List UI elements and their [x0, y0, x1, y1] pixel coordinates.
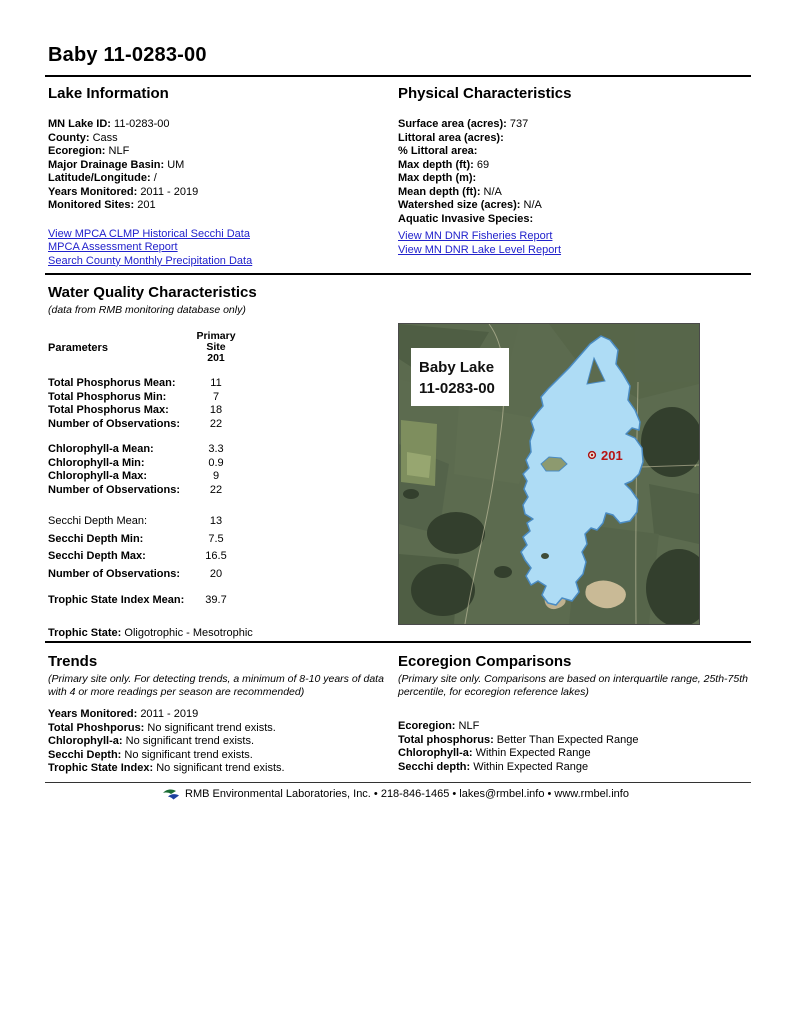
field-pct-littoral: % Littoral area: [398, 145, 478, 157]
table-row: Chlorophyll-a Mean: 3.3 [48, 443, 224, 455]
field-eco-chlorophyll: Chlorophyll-a: Within Expected Range [398, 747, 591, 759]
page-title: Baby 11-0283-00 [48, 44, 207, 66]
field-mean-depth: Mean depth (ft): N/A [398, 185, 502, 198]
trends-note: (Primary site only. For detecting trends, a minimum of 8-10 years of data with 4 or more readings per season are recommended) [48, 673, 384, 698]
ecoregion-note: (Primary site only. Comparisons are based on interquartile range, 25th-75th percentile, for ecoregion reference lakes) [398, 673, 748, 698]
field-max-depth-m: Max depth (m): [398, 172, 477, 184]
trophic-state-index-row [48, 594, 393, 608]
physical-characteristics-section [398, 85, 751, 257]
link-dnr-lake-level[interactable]: View MN DNR Lake Level Report [398, 243, 562, 256]
physical-characteristics-heading: Physical Characteristics [398, 85, 572, 102]
phosphorus-group [48, 377, 393, 431]
ecoregion-heading: Ecoregion Comparisons [398, 653, 572, 670]
field-years-monitored: Years Monitored: 2011 - 2019 [48, 185, 199, 198]
link-mpca-clmp-secchi[interactable]: View MPCA CLMP Historical Secchi Data [48, 227, 250, 240]
field-eco-ecoregion: Ecoregion: NLF [398, 720, 480, 732]
link-dnr-fisheries[interactable]: View MN DNR Fisheries Report [398, 230, 553, 242]
table-row: Number of Observations: 22 [48, 483, 223, 496]
section-divider-1 [45, 273, 751, 275]
table-row: Secchi Depth Max: 16.5 [48, 550, 227, 562]
lake-information-heading: Lake Information [48, 85, 169, 102]
column-primary-site: Primary Site 201 [196, 330, 236, 364]
field-watershed-size: Watershed size (acres): N/A [398, 199, 542, 211]
table-row: Chlorophyll-a Max: 9 [48, 470, 220, 482]
field-trend-secchi: Secchi Depth: No significant trend exists. [48, 748, 253, 761]
table-row: Trophic State Index Mean: 39.7 [48, 594, 227, 606]
field-county: County: Cass [48, 131, 118, 144]
table-row: Secchi Depth Mean: 13 [48, 515, 223, 527]
physical-characteristics-fields [398, 118, 751, 226]
physical-characteristics-links [398, 230, 751, 257]
field-max-depth-ft: Max depth (ft): 69 [398, 158, 490, 171]
table-row: Number of Observations: 20 [48, 567, 223, 580]
field-trend-chlorophyll: Chlorophyll-a: No significant trend exists. [48, 735, 255, 747]
column-parameters: Parameters [48, 341, 108, 354]
field-eco-secchi: Secchi depth: Within Expected Range [398, 760, 589, 773]
field-ecoregion: Ecoregion: NLF [48, 145, 130, 157]
water-quality-section [48, 284, 393, 639]
lake-map-image [399, 324, 699, 624]
lake-islet [541, 553, 549, 559]
field-littoral-area: Littoral area (acres): [398, 131, 504, 144]
table-row: Number of Observations: 22 [48, 417, 223, 430]
footer [0, 788, 791, 800]
water-quality-table-header [48, 331, 393, 364]
ecoregion-comparisons-section [398, 653, 753, 774]
lake-information-section [48, 85, 383, 268]
field-lat-long: Latitude/Longitude: / [48, 172, 157, 184]
footer-divider [45, 782, 751, 783]
trends-fields [48, 708, 396, 776]
lake-information-links [48, 228, 383, 269]
map-label-lake-name: Baby Lake [419, 359, 495, 376]
ecoregion-fields [398, 720, 753, 774]
title-divider [45, 75, 751, 77]
water-quality-heading: Water Quality Characteristics [48, 284, 257, 301]
trends-heading: Trends [48, 653, 98, 670]
section-divider-2 [45, 641, 751, 643]
lake-information-fields [48, 118, 383, 213]
map-label-lake-id: 11-0283-00 [419, 380, 495, 397]
map-label-box [411, 348, 509, 406]
footer-text: RMB Environmental Laboratories, Inc. • 218-846-1465 • lakes@rmbel.info • www.rmbel.info [185, 788, 629, 800]
table-row: Chlorophyll-a Min: 0.9 [48, 456, 224, 469]
link-mpca-assessment[interactable]: MPCA Assessment Report [48, 241, 178, 254]
lake-map [398, 323, 700, 625]
table-row: Total Phosphorus Mean: 11 [48, 377, 222, 389]
table-row: Secchi Depth Min: 7.5 [48, 532, 224, 545]
field-surface-area: Surface area (acres): 737 [398, 118, 529, 130]
trophic-state-line: Trophic State: Oligotrophic - Mesotrophic [48, 626, 253, 639]
field-aquatic-invasive: Aquatic Invasive Species: [398, 212, 534, 225]
chlorophyll-group [48, 443, 393, 497]
table-row: Total Phosphorus Max: 18 [48, 404, 223, 416]
field-trend-phosphorus: Total Phoshporus: No significant trend exists. [48, 721, 276, 734]
field-patch [407, 452, 431, 478]
field-monitored-sites: Monitored Sites: 201 [48, 199, 156, 211]
table-row: Total Phosphorus Min: 7 [48, 390, 220, 403]
field-trend-tsi: Trophic State Index: No significant trend exists. [48, 762, 285, 774]
field-drainage-basin: Major Drainage Basin: UM [48, 158, 185, 171]
site-marker-label: 201 [601, 448, 623, 463]
field-eco-phosphorus: Total phosphorus: Better Than Expected Range [398, 733, 639, 746]
field-mn-lake-id: MN Lake ID: 11-0283-00 [48, 118, 170, 130]
trends-section [48, 653, 396, 776]
link-county-precipitation[interactable]: Search County Monthly Precipitation Data [48, 254, 253, 267]
secchi-group [48, 513, 393, 583]
water-quality-note: (data from RMB monitoring database only) [48, 304, 246, 316]
rmb-logo-icon [162, 788, 180, 800]
field-trend-years: Years Monitored: 2011 - 2019 [48, 708, 199, 720]
